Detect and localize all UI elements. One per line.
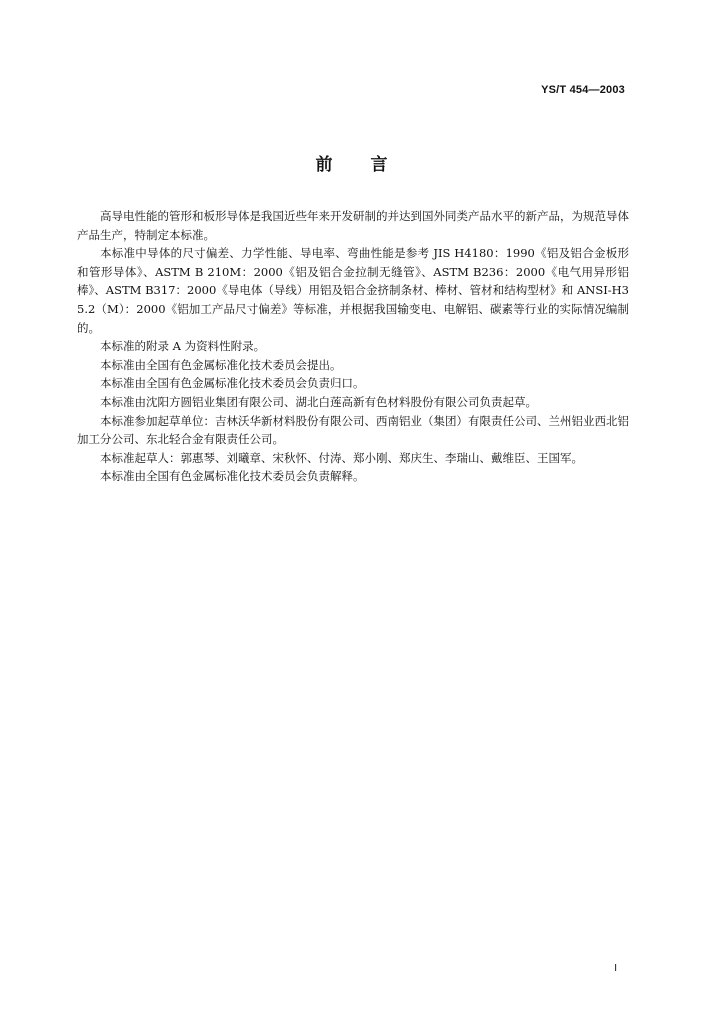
paragraph-interpretation: 本标准由全国有色金属标准化技术委员会负责解释。 bbox=[100, 469, 365, 484]
paragraph-drafters: 本标准起草人：郭惠琴、刘曦章、宋秋怀、付涛、郑小刚、郑庆生、李瑞山、戴维臣、王国军。 bbox=[100, 450, 583, 465]
paragraph-proposer: 本标准由全国有色金属标准化技术委员会提出。 bbox=[100, 357, 342, 372]
paragraph-appendix: 本标准的附录 A 为资料性附录。 bbox=[100, 339, 266, 354]
page-title: 前言 bbox=[315, 155, 426, 175]
paragraph-participating-organizations: 本标准参加起草单位：吉林沃华新材料股份有限公司、西南铝业（集团）有限责任公司、兰州铝业西北铝加工分公司、东北轻合金有限责任公司。 bbox=[77, 413, 629, 447]
paragraph-administrator: 本标准由全国有色金属标准化技术委员会负责归口。 bbox=[100, 376, 365, 391]
foreword-body bbox=[77, 207, 629, 486]
standard-code: YS/T 454—2003 bbox=[541, 84, 625, 96]
page-number: I bbox=[614, 963, 617, 974]
paragraph-references: 本标准中导体的尺寸偏差、力学性能、导电率、弯曲性能是参考 JIS H4180：1990《铝及铝合金板形和管形导体》、ASTM B 210M：2000《铝及铝合金拉制无缝管》、ASTM B236：2000《电气用异形铝棒》、ASTM B317：2000《导电体（导线）用铝及铝合金挤制条材、棒材、管材和结构型材》和 ANSI-H35.2（M）：2000《铝加工产品尺寸偏差》等标准，并根据我国输变电、电解铝、碳素等行业的实际情况编制的。 bbox=[77, 246, 629, 335]
paragraph-drafting-organizations: 本标准由沈阳方圆铝业集团有限公司、湖北白莲高新有色材料股份有限公司负责起草。 bbox=[100, 394, 537, 409]
paragraph-purpose: 高导电性能的管形和板形导体是我国近些年来开发研制的并达到国外同类产品水平的新产品，为规范导体产品生产，特制定本标准。 bbox=[77, 209, 629, 242]
